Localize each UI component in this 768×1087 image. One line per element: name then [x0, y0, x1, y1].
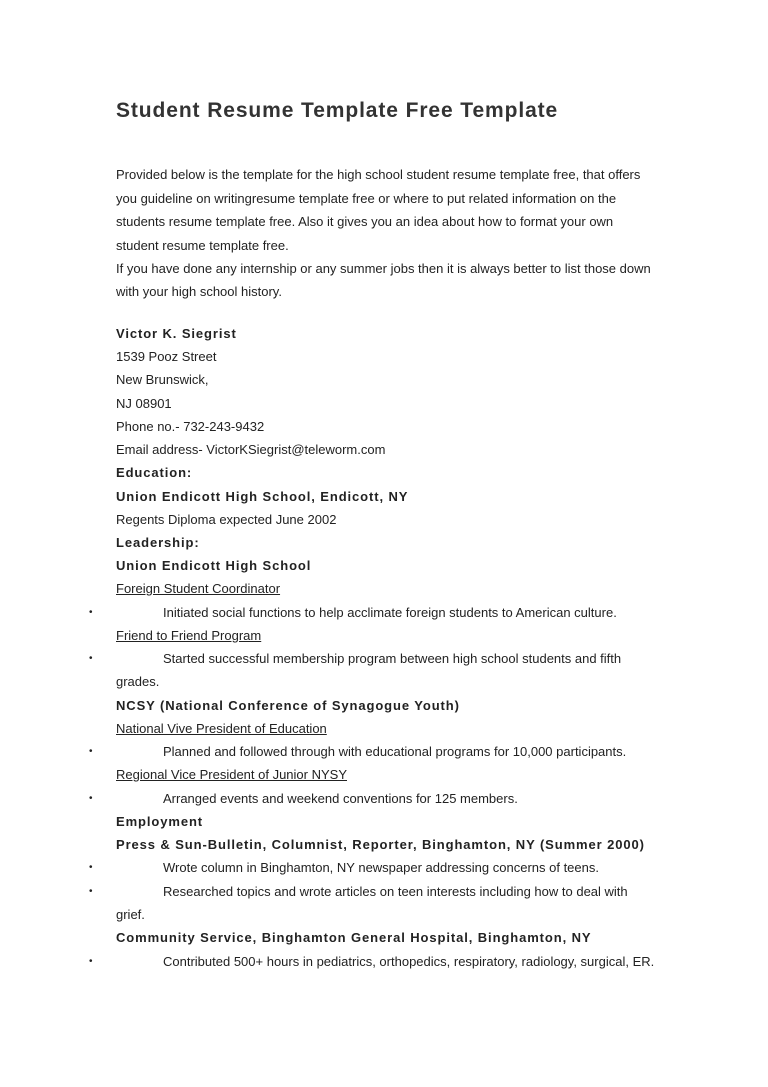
leadership-role: Friend to Friend Program	[116, 628, 262, 643]
intro-line: Provided below is the template for the high school student resume template free, that offers	[116, 167, 641, 182]
list-item: Contributed 500+ hours in pediatrics, orthopedics, respiratory, radiology, surgical, ER.	[163, 954, 655, 969]
list-item-continuation: grades.	[116, 674, 160, 689]
bullet-icon: •	[89, 653, 93, 664]
leadership-school: Union Endicott High School	[116, 558, 312, 573]
list-item: Wrote column in Binghamton, NY newspaper addressing concerns of teens.	[163, 860, 599, 875]
bullet-icon: •	[89, 607, 93, 618]
list-item: Planned and followed through with educational programs for 10,000 participants.	[163, 744, 627, 759]
bullet-icon: •	[89, 862, 93, 873]
leadership-heading: Leadership:	[116, 535, 200, 550]
document-title: Student Resume Template Free Template	[116, 99, 559, 122]
contact-state-zip: NJ 08901	[116, 396, 172, 411]
education-heading: Education:	[116, 465, 193, 480]
list-item-continuation: grief.	[116, 907, 145, 922]
education-diploma: Regents Diploma expected June 2002	[116, 512, 337, 527]
intro-line: you guideline on writingresume template free or where to put related information on the	[116, 191, 617, 206]
employment-job: Press & Sun-Bulletin, Columnist, Reporter, Binghamton, NY (Summer 2000)	[116, 837, 645, 852]
contact-email: Email address- VictorKSiegrist@teleworm.com	[116, 442, 386, 457]
intro-line: students resume template free. Also it gives you an idea about how to format your own	[116, 214, 614, 229]
list-item: Initiated social functions to help acclimate foreign students to American culture.	[163, 605, 617, 620]
contact-phone: Phone no.- 732-243-9432	[116, 419, 265, 434]
intro-line: student resume template free.	[116, 238, 289, 253]
bullet-icon: •	[89, 956, 93, 967]
employment-heading: Employment	[116, 814, 204, 829]
list-item: Arranged events and weekend conventions for 125 members.	[163, 791, 518, 806]
education-school: Union Endicott High School, Endicott, NY	[116, 489, 409, 504]
leadership-role: Regional Vice President of Junior NYSY	[116, 767, 347, 782]
leadership-role: Foreign Student Coordinator	[116, 581, 281, 596]
leadership-org: NCSY (National Conference of Synagogue Youth)	[116, 698, 460, 713]
bullet-icon: •	[89, 746, 93, 757]
contact-street: 1539 Pooz Street	[116, 349, 217, 364]
community-heading: Community Service, Binghamton General Hospital, Binghamton, NY	[116, 930, 592, 945]
list-item: Started successful membership program between high school students and fifth	[163, 651, 622, 666]
list-item: Researched topics and wrote articles on teen interests including how to deal with	[163, 884, 628, 899]
leadership-role: National Vive President of Education	[116, 721, 327, 736]
intro-line: If you have done any internship or any summer jobs then it is always better to list those down	[116, 261, 651, 276]
contact-name: Victor K. Siegrist	[116, 326, 237, 341]
bullet-icon: •	[89, 886, 93, 897]
intro-line: with your high school history.	[116, 284, 282, 299]
bullet-icon: •	[89, 793, 93, 804]
contact-city: New Brunswick,	[116, 372, 209, 387]
